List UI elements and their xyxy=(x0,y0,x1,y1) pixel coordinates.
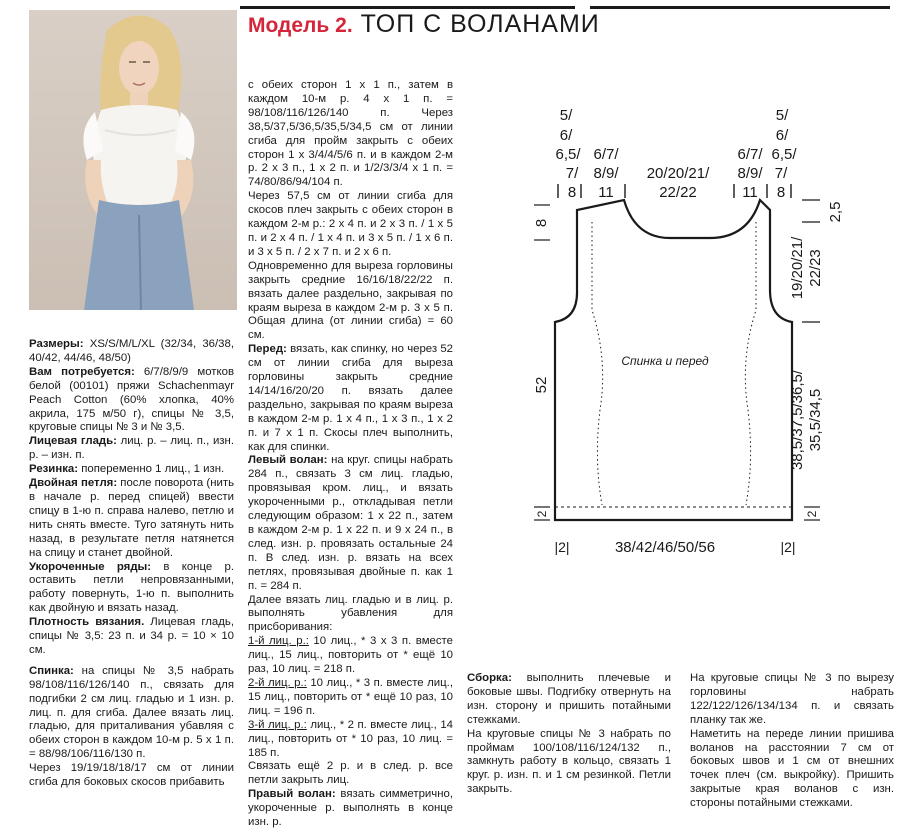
hem-right-label: 2 xyxy=(805,510,819,518)
left-armhole-3: 11 xyxy=(598,184,614,201)
right-armhole-3: 11 xyxy=(742,184,758,201)
left-text-column xyxy=(29,338,234,790)
neckline-text-column xyxy=(690,672,894,811)
left-shoulder-4: 7/ xyxy=(565,165,579,182)
short-rows-text: в конце р. оставить петли непровязанными, работу повернуть, 1-ю п. выполнить как двойную и вязать назад. xyxy=(29,560,235,615)
row-2-text: 10 лиц., * 3 п. вместе лиц., 15 лиц., повторить от * ещё 10 раз, 10 лиц. = 196 п. xyxy=(248,676,453,717)
middle-paragraph-5: Далее вязать лиц. гладью и в лиц. р. выполнять убавления для присборивания: xyxy=(248,593,453,634)
gauge-label: Плотность вязания. xyxy=(29,616,145,629)
right-shoulder-4: 7/ xyxy=(774,165,788,182)
row-1-label: 1-й лиц. р.: xyxy=(248,635,309,648)
neckline-band-text: На круговые спицы № 3 по вырезу горловины набрать 122/122/126/134/134 п. и связать планку так же. xyxy=(690,672,894,726)
sizes-text: XS/S/M/L/XL (32/34, 36/38, 40/42, 44/46, 48/50) xyxy=(29,338,234,364)
front-text: вязать, как спинку, но через 52 см от линии сгиба для выреза горловины закрыть средние 14/14/16/20/20 п. вязать далее раздельно, закрывая по краям выреза в каждом 2-м р. 1 х 4 п., 1 х 3 п., 1 х 2 п. и 7 х 1 п. Скосы плеч выполнить, как для спинки. xyxy=(248,343,453,453)
neck-width-2: 22/22 xyxy=(659,184,697,201)
armhole-band-text: На круговые спицы № 3 набрать по проймам 100/108/116/124/132 п., замкнуть работу в кольцо, связать 1 круг. р. изн. п. и 1 см резинкой. Петли закрыть. xyxy=(467,727,671,796)
middle-paragraph-1: с обеих сторон 1 х 1 п., затем в каждом 10-м р. 4 х 1 п. = 98/108/116/126/140 п. Через 38,5/37,5/36,5/35,5/34,5 см от линии сгиба для пройм закрыть с обеих сторон 1 х 3/4/4/5/6 п. и в каждом 2-м р. 2 х 3 п., 1 х 2 п. и 1/2/3/3/4 х 1 п. = 74/80/86/94/104 п. xyxy=(248,79,453,189)
hem-right-dim xyxy=(804,507,820,520)
shoulder-slope-label: 2,5 xyxy=(827,201,844,223)
right-shoulder-2: 6/ xyxy=(775,127,789,144)
row-3-text: лиц., * 2 п. вместе лиц., 14 лиц., повторить от * 10 раз, 10 лиц. = 185 п. xyxy=(248,718,453,759)
left-shoulder-dims xyxy=(555,107,581,201)
short-rows-label: Укороченные ряды: xyxy=(29,560,152,573)
double-loop-label: Двойная петля: xyxy=(29,477,118,490)
model-photo-icon xyxy=(29,10,237,310)
left-armhole-dims xyxy=(593,146,625,201)
back-label: Спинка: xyxy=(29,664,74,677)
armhole-depth-1: 19/20/21/ xyxy=(789,236,806,300)
front-label: Перед: xyxy=(248,343,287,356)
right-flounce-text: вязать симметрично, укороченные р. выполнять в конце изн. р. xyxy=(248,788,453,829)
header-rule-left xyxy=(240,6,575,9)
piece-label: Спинка и перед xyxy=(621,354,709,368)
assembly-text-column xyxy=(467,672,671,797)
hem-left-dim xyxy=(534,507,550,520)
model-title: ТОП С ВОЛАНАМИ xyxy=(360,10,600,38)
double-loop-text: после поворота (нить в начале р. перед спицей) ввести спицу в 1-ю п. справа налево, петлю и нить снять вместе. Туго затянуть нить назад, в результате петля натянется на спицу и станет двойной. xyxy=(29,477,235,559)
body-length-label: 52 xyxy=(533,376,550,394)
model-label: Модель 2. xyxy=(248,14,353,37)
left-flounce-text: на круг. спицы набрать 284 п., связать 3 см лиц. гладью, провязывая кром. лиц., и вязать укороченными р., откладывая петли следующим образом: 1 х 22 п., затем в каждом 2-м р. 1 х 22 п. и 9 х 24 п., в след. изн. р. провязать остальные 24 п. В след. изн. р. вязать на всех петлях, провязывая двойные п. как 1 п. = 284 п. xyxy=(248,454,453,592)
header-rule-right xyxy=(590,6,890,9)
right-shoulder-dims xyxy=(771,107,797,201)
right-flounce-label: Правый волан: xyxy=(248,788,336,801)
hem-left-label: 2 xyxy=(535,510,549,518)
sizes-label: Размеры: xyxy=(29,338,84,350)
gauge-text: Лицевая гладь, спицы № 3,5: 23 п. и 34 р. = 10 × 10 см. xyxy=(29,616,234,656)
row-3-label: 3-й лиц. р.: xyxy=(248,718,307,731)
neck-depth-dim xyxy=(533,205,550,240)
right-armhole-1: 6/7/ xyxy=(737,146,763,163)
left-shoulder-1: 5/ xyxy=(559,107,573,124)
armhole-depth-2: 22/23 xyxy=(807,249,824,287)
right-shoulder-3: 6,5/ xyxy=(771,146,797,163)
right-armhole-2: 8/9/ xyxy=(737,165,763,182)
left-flounce-label: Левый волан: xyxy=(248,454,328,467)
rib-label: Резинка: xyxy=(29,463,79,476)
row-2-label: 2-й лиц. р.: xyxy=(248,676,307,689)
right-shoulder-5: 8 xyxy=(776,184,786,201)
left-shoulder-5: 8 xyxy=(567,184,577,201)
middle-paragraph-6: Связать ещё 2 р. и в след. р. все петли закрыть лиц. xyxy=(248,760,453,787)
left-armhole-2: 8/9/ xyxy=(593,165,619,182)
row-1-text: 10 лиц., * 3 х 3 п. вместе лиц., 15 лиц., повторить от * ещё 10 раз, 10 лиц. = 218 п. xyxy=(248,635,453,676)
hem-bottom-right-label: |2| xyxy=(780,539,796,555)
back-text-2: Через 19/19/18/18/17 см от линии сгиба для боковых скосов прибавить xyxy=(29,762,234,789)
shoulder-slope-dim xyxy=(802,200,844,222)
left-armhole-1: 6/7/ xyxy=(593,146,619,163)
middle-text-column xyxy=(248,79,453,830)
hem-bottom-left-label: |2| xyxy=(554,539,570,555)
needs-label: Вам потребуется: xyxy=(29,365,135,378)
back-text: на спицы № 3,5 набрать 98/108/116/126/140 п., связать для подгибки 2 см лиц. гладью и 1 изн. р. лиц. п. для сгиба. Далее вязать лиц. гладью, для приталивания убавляя с обеих сторон в каждом 10-м р. 5 х 1 п. = 88/98/106/116/130 п. xyxy=(29,664,234,761)
side-length-1: 38,5/37,5/36,5/ xyxy=(789,369,806,471)
middle-paragraph-3: Одновременно для выреза горловины закрыть средние 16/16/18/22/22 п. вязать далее раздельно, закрывая по краям выреза в каждом 2-м р. 3 х 5 п. Общая длина (от линии сгиба) = 60 см. xyxy=(248,259,453,342)
width-label: 38/42/46/50/56 xyxy=(614,539,716,556)
page-title xyxy=(248,10,600,42)
middle-paragraph-2: Через 57,5 см от линии сгиба для скосов плеч закрыть с обеих сторон в каждом 2-м р.: 2 х 4 п. и 2 х 3 п. / 1 х 5 п. и 2 х 4 п. / 1 х 4 п. и 3 х 5 п. / 1 х 6 п. и 3 х 5 п. / 2 х 7 п. и 2 х 6 п. xyxy=(248,190,453,258)
neck-depth-label: 8 xyxy=(533,218,550,228)
armhole-depth-dim xyxy=(789,236,824,322)
left-shoulder-2: 6/ xyxy=(559,127,573,144)
side-length-dim xyxy=(789,369,824,470)
neck-width-1: 20/20/21/ xyxy=(646,165,710,182)
left-shoulder-3: 6,5/ xyxy=(555,146,581,163)
stockinette-text: лиц. р. – лиц. п., изн. р. – изн. п. xyxy=(29,435,234,462)
stockinette-label: Лицевая гладь: xyxy=(29,435,117,448)
pattern-schematic xyxy=(520,100,910,570)
neck-width-dims xyxy=(647,165,734,201)
assembly-text: выполнить плечевые и боковые швы. Подгибку отвернуть на изн. сторону и пришить потайными стежками. xyxy=(467,672,671,726)
side-length-2: 35,5/34,5 xyxy=(807,388,824,452)
needs-text: 6/7/8/9/9 мотков белой (00101) пряжи Schachenmayr Peach Cotton (60% хлопка, 40% акрила, 175 м/50 г), спицы № 3,5, круговые спицы № 3 и № 3,5. xyxy=(29,365,234,434)
flounce-attach-text: Наметить на переде линии пришива воланов на расстоянии 7 см от боковых швов и 1 см от внешних точек плеч (см. выкройку). Пришить закрытые края воланов с изн. стороны потайными стежками. xyxy=(690,727,894,810)
assembly-label: Сборка: xyxy=(467,672,512,684)
right-shoulder-1: 5/ xyxy=(775,107,789,124)
rib-text: попеременно 1 лиц., 1 изн. xyxy=(78,463,225,476)
right-armhole-dims xyxy=(737,146,767,201)
